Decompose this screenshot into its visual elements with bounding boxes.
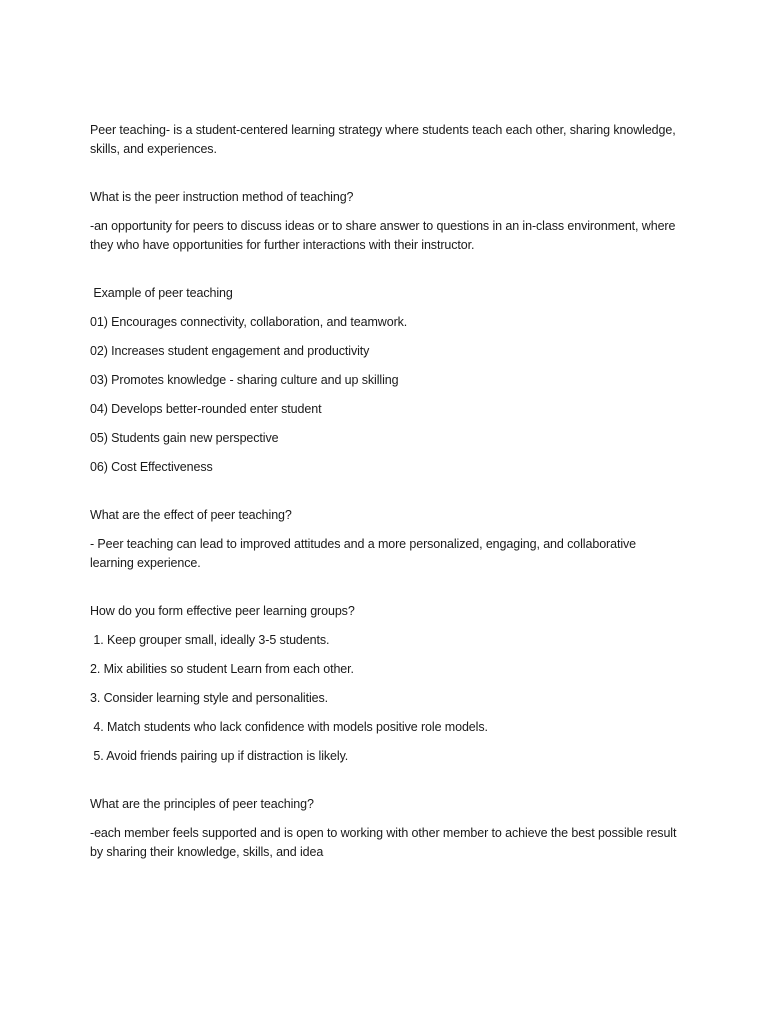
question-groups: How do you form effective peer learning groups? [90,604,355,618]
group-tip-item: 1. Keep grouper small, ideally 3-5 students. [90,633,330,647]
document-page [90,121,680,862]
intro-paragraph: Peer teaching- is a student-centered learning strategy where students teach each other, sharing knowledge, skills, and experiences. [90,123,679,156]
question-peer-instruction: What is the peer instruction method of teaching? [90,190,354,204]
group-tip-item: 2. Mix abilities so student Learn from each other. [90,662,354,676]
answer-principles: -each member feels supported and is open to working with other member to achieve the best possible result by sharing their knowledge, skills, and idea [90,826,680,859]
group-tip-item: 3. Consider learning style and personalities. [90,691,328,705]
example-item: 06) Cost Effectiveness [90,460,213,474]
examples-heading: Example of peer teaching [90,286,233,300]
answer-effect: - Peer teaching can lead to improved attitudes and a more personalized, engaging, and collaborative learning experience. [90,537,640,570]
example-item: 03) Promotes knowledge - sharing culture and up skilling [90,373,399,387]
question-effect: What are the effect of peer teaching? [90,508,292,522]
example-item: 04) Develops better-rounded enter student [90,402,322,416]
group-tip-item: 4. Match students who lack confidence with models positive role models. [90,720,488,734]
example-item: 05) Students gain new perspective [90,431,279,445]
question-principles: What are the principles of peer teaching? [90,797,314,811]
example-item: 02) Increases student engagement and productivity [90,344,370,358]
answer-peer-instruction: -an opportunity for peers to discuss ideas or to share answer to questions in an in-class environment, where they who have opportunities for further interactions with their instructor. [90,219,679,252]
example-item: 01) Encourages connectivity, collaboration, and teamwork. [90,315,408,329]
group-tip-item: 5. Avoid friends pairing up if distraction is likely. [90,749,349,763]
